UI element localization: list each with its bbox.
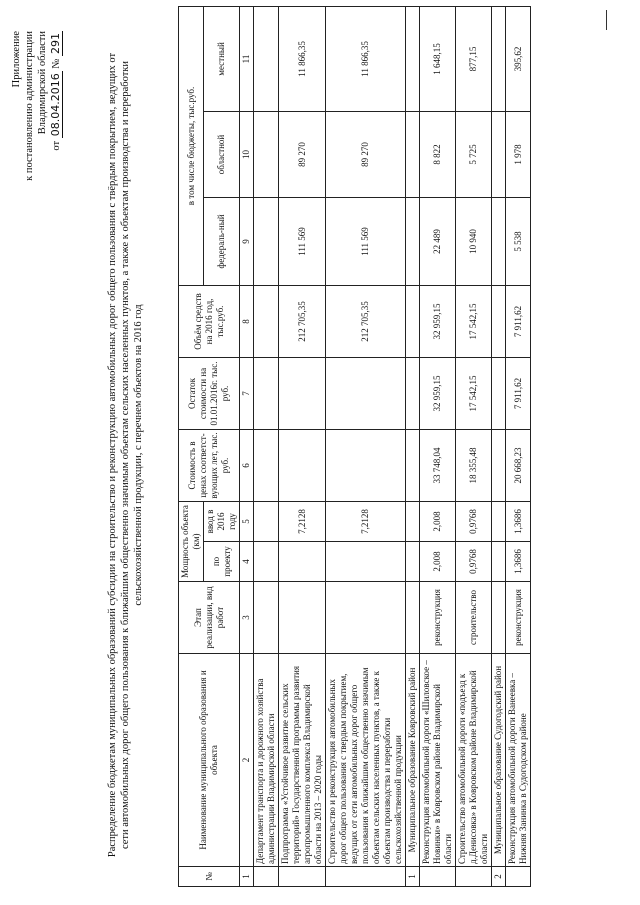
- header-cost: Стоимость в ценах соответст-вующих лет, тыс. руб.: [179, 429, 240, 501]
- table-row-subprogram: [279, 6, 326, 886]
- object-3-local: 395,62: [506, 6, 531, 111]
- col-number: 4: [240, 542, 254, 582]
- col-number: 5: [240, 501, 254, 541]
- table-row-department: [254, 6, 279, 886]
- object-2-federal: 10 940: [456, 197, 492, 285]
- annex-line-3: Владимирской области: [37, 31, 48, 135]
- table-row-object-3: [506, 6, 531, 886]
- col-number: 1: [240, 867, 254, 887]
- object-2-local: 877,15: [456, 6, 492, 111]
- number-prefix: №: [51, 58, 62, 69]
- scan-mark: [606, 10, 607, 30]
- col-number: 8: [240, 285, 254, 357]
- header-federal: федераль-ный: [204, 197, 240, 285]
- object-2-name: Строительство автомобильной дороги «подъезд к д.Денисовка» в Ковровском районе Владимирской области: [456, 654, 492, 867]
- object-2-remainder: 17 542,15: [456, 357, 492, 429]
- col-number: 6: [240, 429, 254, 501]
- annex-header: [10, 31, 63, 241]
- object-1-cap-2016: 2,008: [420, 501, 456, 541]
- municipality-1-name: Муниципальное образование Ковровский район: [406, 654, 420, 867]
- header-row-1: [179, 6, 204, 886]
- object-3-name: Реконструкция автомобильной дороги Ванеевка – Нижняя Занинка в Судогодском районе: [506, 654, 531, 867]
- table-row-object-1: [420, 6, 456, 886]
- object-1-remainder: 32 959,15: [420, 357, 456, 429]
- subsidy-table: [178, 6, 531, 887]
- municipality-2-name: Муниципальное образование Судогодский район: [492, 654, 506, 867]
- document-title: Распределение бюджетам муниципальных образований субсидии на строительство и реконструкцию автомобильных дорог общего пользования с твёрдым покрытием, ведущих от сети автомобильных дорог общего пользования к ближайшим общественно значимым объектам сельских населенных пунктов, а также к объектам производства и переработки сельскохозяйственной продукции, с перечнем объектов на 2016 год: [107, 52, 144, 858]
- subprogram-name: Подпрограмма «Устойчивое развитие сельских территорий» Государственной программы развития агропромышленного комплекса Владимирской области на 2013 – 2020 годы: [279, 654, 326, 867]
- annex-line-2: к постановлению администрации: [24, 31, 35, 181]
- object-3-cap-2016: 1,3686: [506, 501, 531, 541]
- subprogram-volume: 212 705,35: [279, 285, 326, 357]
- subprogram-cap-2016: 7,2128: [279, 501, 326, 541]
- municipality-1-no: 1: [406, 867, 420, 887]
- object-1-federal: 22 489: [420, 197, 456, 285]
- subprogram-federal: 111 569: [279, 197, 326, 285]
- date-prefix: от: [51, 140, 62, 151]
- object-3-regional: 1 978: [506, 111, 531, 197]
- object-3-volume: 7 911,62: [506, 285, 531, 357]
- header-regional: областной: [204, 111, 240, 197]
- department-name: Департамент транспорта и дорожного хозяйства администрации Владимирской области: [254, 654, 279, 867]
- table-row-construction: [326, 6, 406, 886]
- col-number: 7: [240, 357, 254, 429]
- header-volume: Объём средств на 2016 год, тыс.руб.: [179, 285, 240, 357]
- header-cap-2016: ввод в 2016 году: [204, 501, 240, 541]
- object-1-name: Реконструкция автомобильной дороги «Шиловское – Новинки» в Ковровском районе Владимирской области: [420, 654, 456, 867]
- header-local: местный: [204, 6, 240, 111]
- header-name: Наименование муниципального образования и объекта: [179, 654, 240, 867]
- object-3-cap-project: 1,3686: [506, 542, 531, 582]
- col-number: 3: [240, 582, 254, 654]
- header-no: №: [179, 867, 240, 887]
- header-budgets: в том числе бюджеты, тыс.руб.: [179, 6, 204, 285]
- subprogram-regional: 89 270: [279, 111, 326, 197]
- header-capacity: Мощность объекта (км): [179, 501, 204, 581]
- object-3-remainder: 7 911,62: [506, 357, 531, 429]
- construction-cap-2016: 7,2128: [326, 501, 406, 541]
- object-1-local: 1 648,15: [420, 6, 456, 111]
- object-2-cap-2016: 0,9768: [456, 501, 492, 541]
- object-1-stage: реконструкция: [420, 582, 456, 654]
- annex-date-line: [49, 31, 63, 241]
- object-2-volume: 17 542,15: [456, 285, 492, 357]
- municipality-2-no: 2: [492, 867, 506, 887]
- construction-regional: 89 270: [326, 111, 406, 197]
- object-1-cost: 33 748,04: [420, 429, 456, 501]
- construction-volume: 212 705,35: [326, 285, 406, 357]
- object-3-federal: 5 538: [506, 197, 531, 285]
- construction-federal: 111 569: [326, 197, 406, 285]
- object-3-cost: 20 668,23: [506, 429, 531, 501]
- object-1-regional: 8 822: [420, 111, 456, 197]
- col-number: 11: [240, 6, 254, 111]
- table-row-municipality-1: [406, 6, 420, 886]
- construction-name: Строительство и реконструкция автомобильных дорог общего пользования с твердым покрытием, ведущих от сети автомобильных дорог общего пользования к ближайшим общественно значимым объектам сельских населенных пунктов, а также к объектам производства и переработки сельскохозяйственной продукции: [326, 654, 406, 867]
- header-cap-project: по проекту: [204, 542, 240, 582]
- object-1-volume: 32 959,15: [420, 285, 456, 357]
- object-2-regional: 5 725: [456, 111, 492, 197]
- object-3-stage: реконструкция: [506, 582, 531, 654]
- handwritten-number: 291: [49, 33, 62, 54]
- col-number: 2: [240, 654, 254, 867]
- table-row-object-2: [456, 6, 492, 886]
- subprogram-local: 11 866,35: [279, 6, 326, 111]
- construction-local: 11 866,35: [326, 6, 406, 111]
- table-row-municipality-2: [492, 6, 506, 886]
- header-stage: Этап реализации, вид работ: [179, 582, 240, 654]
- column-numbers-row: [240, 6, 254, 886]
- object-2-stage: строительство: [456, 582, 492, 654]
- object-2-cap-project: 0,9768: [456, 542, 492, 582]
- handwritten-date: 08.04.2016: [49, 73, 62, 137]
- object-2-cost: 18 355,48: [456, 429, 492, 501]
- annex-line-1: Приложение: [11, 31, 22, 88]
- col-number: 9: [240, 197, 254, 285]
- col-number: 10: [240, 111, 254, 197]
- header-remainder: Остаток стоимости на 01.01.2016г. тыс. руб.: [179, 357, 240, 429]
- object-1-cap-project: 2,008: [420, 542, 456, 582]
